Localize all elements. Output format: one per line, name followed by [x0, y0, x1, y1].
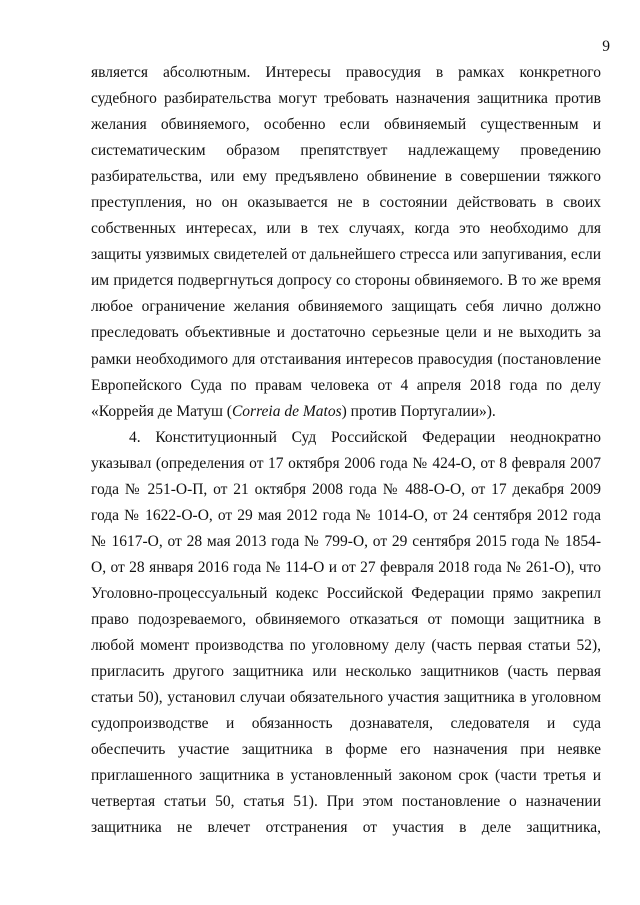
text-line: четвертая статьи 50, статья 51). При этом постановление о назначении [91, 793, 601, 811]
text-line: разбирательства, или ему предъявлено обвинение в совершении тяжкого [91, 168, 601, 186]
text-line: О, от 28 января 2016 года № 114-О и от 27 февраля 2018 года № 261-О), что [91, 558, 601, 576]
paragraph-continuation [91, 60, 601, 425]
text-line: преступления, но он оказывается не в состоянии действовать в своих [91, 194, 601, 212]
text-line: является абсолютным. Интересы правосудия в рамках конкретного [91, 64, 601, 81]
text-line: Европейского Суда по правам человека от 4 апреля 2018 года по делу [91, 376, 601, 394]
case-citation-line [91, 399, 601, 425]
text-line: Уголовно-процессуальный кодекс Российской Федерации прямо закрепил [91, 584, 601, 602]
text-line: 4. Конституционный Суд Российской Федерации неоднократно [129, 428, 601, 446]
text-line: им придется подвергнуться допросу со стороны обвиняемого. В то же время [91, 272, 601, 290]
paragraph-4 [91, 425, 601, 842]
text-line: приглашенного защитника в установленный законом срок (части третья и [91, 767, 601, 785]
text-line: № 1617-О, от 28 мая 2013 года № 799-О, от 29 сентября 2015 года № 1854- [91, 532, 601, 550]
text-line: право подозреваемого, обвиняемого отказаться от помощи защитника в [91, 610, 601, 628]
text-line: любое ограничение желания обвиняемого защищать себя лично должно [91, 298, 601, 316]
text-line: собственных интересах, или в тех случаях, когда это необходимо для [91, 220, 601, 238]
text-line: обеспечить участие защитника в форме его назначения при неявке [91, 741, 601, 759]
page-number: 9 [602, 38, 610, 55]
text-line: судебного разбирательства могут требовать назначения защитника против [91, 90, 601, 108]
text-line: статьи 50), установил случаи обязательного участия защитника в уголовном [91, 689, 601, 707]
document-body [91, 60, 601, 841]
case-citation-after: ) против Португалии»). [341, 402, 496, 420]
text-line: преследовать объективные и достаточно серьезные цели и не выходить за [91, 324, 601, 342]
case-citation-before: «Коррейя де Матуш ( [91, 402, 232, 420]
text-line: года № 1622-О-О, от 29 мая 2012 года № 1014-О, от 24 сентября 2012 года [91, 506, 601, 524]
text-line: систематическим образом препятствует надлежащему проведению [91, 142, 601, 160]
text-line: указывал (определения от 17 октября 2006 года № 424-О, от 8 февраля 2007 [91, 454, 601, 472]
text-line: рамки необходимого для отстаивания интересов правосудия (постановление [91, 350, 601, 368]
text-line: защитника не влечет отстранения от участия в деле защитника, [91, 819, 601, 837]
text-line: желания обвиняемого, особенно если обвиняемый существенным и [91, 116, 601, 134]
case-citation-latin: Correia de Matos [231, 402, 342, 420]
text-line: года № 251-О-П, от 21 октября 2008 года № 488-О-О, от 17 декабря 2009 [91, 480, 601, 498]
text-line: защиты уязвимых свидетелей от дальнейшего стресса или запугивания, если [91, 246, 601, 264]
text-line: пригласить другого защитника или несколько защитников (часть первая [91, 663, 601, 681]
text-line: судопроизводстве и обязанность дознавателя, следователя и суда [91, 715, 601, 733]
text-line: любой момент производства по уголовному делу (часть первая статьи 52), [91, 637, 601, 655]
